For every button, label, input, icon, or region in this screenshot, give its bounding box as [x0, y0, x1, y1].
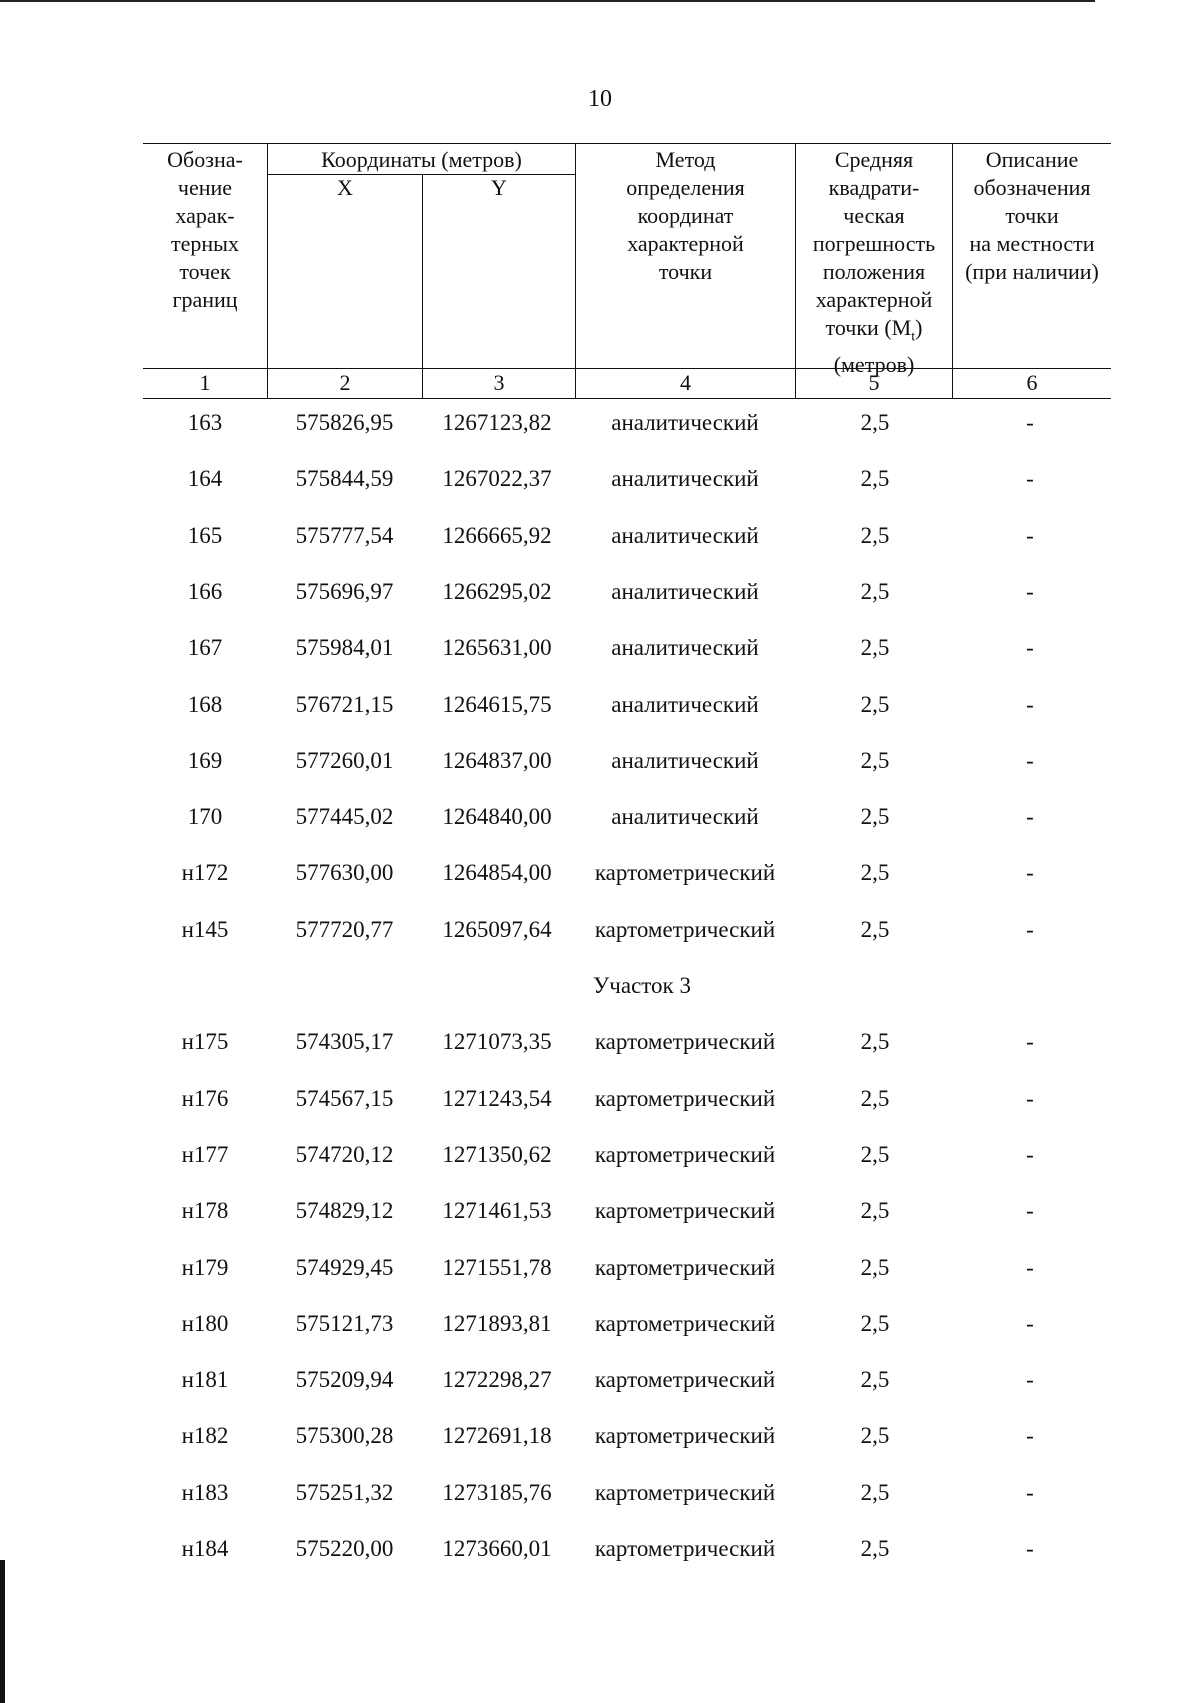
cell-error: 2,5: [860, 635, 890, 660]
header-method: [576, 146, 795, 286]
cell-desc: -: [1026, 748, 1034, 773]
header-rms-error: [796, 146, 952, 379]
cell-desc: -: [1026, 523, 1034, 548]
cell-method: аналитический: [611, 410, 759, 435]
table-row: [0, 692, 1200, 732]
header-line: точки: [1005, 203, 1059, 228]
cell-error: 2,5: [860, 579, 890, 604]
table-row: [0, 860, 1200, 900]
header-line: характерной: [815, 287, 933, 312]
cell-point: н176: [181, 1086, 229, 1111]
cell-method: аналитический: [611, 635, 759, 660]
cell-desc: -: [1026, 804, 1034, 829]
cell-method: картометрический: [594, 860, 776, 885]
cell-point: н179: [181, 1255, 229, 1280]
cell-point: н178: [181, 1198, 229, 1223]
cell-desc: -: [1026, 1255, 1034, 1280]
cell-point: н172: [181, 860, 229, 885]
col-divider-2: [422, 174, 423, 399]
cell-method: картометрический: [594, 1255, 776, 1280]
header-y: Y: [491, 175, 507, 200]
cell-y: 1271461,53: [442, 1198, 552, 1223]
table-row: [0, 579, 1200, 619]
scan-border-left: [0, 1560, 5, 1703]
table-row: [0, 466, 1200, 506]
column-number: 4: [680, 370, 691, 395]
cell-x: 575220,00: [295, 1536, 394, 1561]
cell-y: 1267123,82: [442, 410, 552, 435]
cell-error: 2,5: [860, 1480, 890, 1505]
cell-point: 167: [187, 635, 223, 660]
cell-point: 164: [187, 466, 223, 491]
column-number: 6: [1026, 370, 1038, 395]
cell-point: н175: [181, 1029, 229, 1054]
cell-desc: -: [1026, 1029, 1034, 1054]
cell-method: картометрический: [594, 917, 776, 942]
header-line: харак-: [175, 203, 235, 228]
cell-error: 2,5: [860, 410, 890, 435]
column-number: 5: [868, 370, 880, 395]
cell-desc: -: [1026, 917, 1034, 942]
cell-method: аналитический: [611, 692, 759, 717]
cell-y: 1271350,62: [442, 1142, 552, 1167]
cell-x: 574829,12: [295, 1198, 394, 1223]
cell-x: 575777,54: [295, 523, 394, 548]
cell-y: 1272298,27: [442, 1367, 552, 1392]
cell-x: 575121,73: [295, 1311, 394, 1336]
cell-point: 170: [187, 804, 223, 829]
cell-point: н177: [181, 1142, 229, 1167]
cell-method: картометрический: [594, 1536, 776, 1561]
number-row-bottom-rule: [143, 398, 1111, 399]
cell-point: 165: [187, 523, 223, 548]
cell-y: 1271243,54: [442, 1086, 552, 1111]
column-number: 1: [199, 370, 211, 395]
cell-y: 1265097,64: [442, 917, 552, 942]
cell-method: аналитический: [611, 523, 759, 548]
cell-point: н145: [181, 917, 229, 942]
cell-method: картометрический: [594, 1423, 776, 1448]
table-row: [0, 1255, 1200, 1295]
cell-x: 575984,01: [295, 635, 394, 660]
header-description: [953, 146, 1111, 286]
cell-error: 2,5: [860, 1255, 890, 1280]
cell-x: 577445,02: [295, 804, 394, 829]
table-row: [0, 1142, 1200, 1182]
cell-error: 2,5: [860, 804, 890, 829]
cell-y: 1267022,37: [442, 466, 552, 491]
cell-point: 168: [187, 692, 223, 717]
cell-x: 575300,28: [295, 1423, 394, 1448]
cell-desc: -: [1026, 1480, 1034, 1505]
header-bottom-rule: [143, 368, 1111, 369]
cell-x: 574929,45: [295, 1255, 394, 1280]
cell-x: 575209,94: [295, 1367, 394, 1392]
closing-paren: ): [915, 315, 923, 340]
header-x: X: [337, 175, 353, 200]
cell-y: 1273660,01: [442, 1536, 552, 1561]
cell-y: 1266665,92: [442, 523, 552, 548]
cell-point: 169: [187, 748, 223, 773]
cell-error: 2,5: [860, 1311, 890, 1336]
cell-desc: -: [1026, 1536, 1034, 1561]
table-row: [0, 1480, 1200, 1520]
header-line: точек: [179, 259, 231, 284]
cell-desc: -: [1026, 635, 1034, 660]
cell-point: н180: [181, 1311, 229, 1336]
cell-x: 575826,95: [295, 410, 394, 435]
cell-x: 577720,77: [295, 917, 394, 942]
cell-desc: -: [1026, 1367, 1034, 1392]
cell-x: 574720,12: [295, 1142, 394, 1167]
cell-desc: -: [1026, 1423, 1034, 1448]
cell-method: картометрический: [594, 1142, 776, 1167]
table-row: [0, 1311, 1200, 1351]
cell-x: 575251,32: [295, 1480, 394, 1505]
cell-point: 163: [187, 410, 223, 435]
cell-method: аналитический: [611, 804, 759, 829]
table-row: [0, 1029, 1200, 1069]
cell-y: 1265631,00: [442, 635, 552, 660]
cell-method: аналитический: [611, 748, 759, 773]
header-line: Метод: [655, 147, 716, 172]
header-line: ческая: [843, 203, 905, 228]
cell-x: 574567,15: [295, 1086, 394, 1111]
table-row: [0, 1423, 1200, 1463]
table-row: [0, 748, 1200, 788]
cell-error: 2,5: [860, 1198, 890, 1223]
header-line: определения: [626, 175, 745, 200]
cell-y: 1271073,35: [442, 1029, 552, 1054]
header-line: (при наличии): [965, 259, 1099, 284]
cell-error: 2,5: [860, 1142, 890, 1167]
header-coordinates: Координаты (метров): [321, 147, 522, 172]
cell-y: 1271551,78: [442, 1255, 552, 1280]
page-number: 10: [588, 86, 612, 112]
cell-desc: -: [1026, 410, 1034, 435]
cell-error: 2,5: [860, 1423, 890, 1448]
cell-y: 1266295,02: [442, 579, 552, 604]
cell-error: 2,5: [860, 1086, 890, 1111]
cell-desc: -: [1026, 579, 1034, 604]
header-line: положения: [822, 259, 926, 284]
cell-y: 1271893,81: [442, 1311, 552, 1336]
header-line: погрешность: [812, 231, 936, 256]
cell-point: н184: [181, 1536, 229, 1561]
table-row: [0, 635, 1200, 675]
cell-desc: -: [1026, 466, 1034, 491]
cell-y: 1264854,00: [442, 860, 552, 885]
cell-y: 1264840,00: [442, 804, 552, 829]
header-top-rule: [143, 143, 1111, 144]
header-line: характерной: [627, 231, 744, 256]
table-row: [0, 804, 1200, 844]
section-label: Участок 3: [593, 973, 691, 998]
cell-x: 575844,59: [295, 466, 394, 491]
cell-desc: -: [1026, 1086, 1034, 1111]
cell-x: 575696,97: [295, 579, 394, 604]
header-line-mt: [796, 314, 952, 351]
cell-y: 1264615,75: [442, 692, 552, 717]
cell-error: 2,5: [860, 917, 890, 942]
column-number: 2: [339, 370, 351, 395]
table-row: [0, 1086, 1200, 1126]
header-line: обозначения: [973, 175, 1091, 200]
cell-method: картометрический: [594, 1029, 776, 1054]
header-line: (метров): [833, 352, 915, 378]
header-point-designation: [143, 146, 267, 314]
cell-error: 2,5: [860, 860, 890, 885]
cell-y: 1264837,00: [442, 748, 552, 773]
header-line: Описание: [985, 147, 1079, 172]
header-line: точки: [658, 259, 713, 284]
cell-error: 2,5: [860, 1029, 890, 1054]
header-line: квадрати-: [828, 175, 920, 200]
cell-error: 2,5: [860, 748, 890, 773]
cell-point: н183: [181, 1480, 229, 1505]
table-row: [0, 917, 1200, 957]
cell-x: 577630,00: [295, 860, 394, 885]
cell-desc: -: [1026, 1198, 1034, 1223]
header-line: границ: [172, 287, 238, 312]
cell-x: 574305,17: [295, 1029, 394, 1054]
cell-point: н181: [181, 1367, 229, 1392]
header-line: чение: [177, 175, 233, 200]
cell-point: 166: [187, 579, 223, 604]
cell-x: 577260,01: [295, 748, 394, 773]
cell-method: картометрический: [594, 1198, 776, 1223]
cell-desc: -: [1026, 860, 1034, 885]
column-number: 3: [493, 370, 505, 395]
cell-x: 576721,15: [295, 692, 394, 717]
table-row: [0, 410, 1200, 450]
cell-desc: -: [1026, 1142, 1034, 1167]
cell-method: картометрический: [594, 1086, 776, 1111]
header-line: Средняя: [834, 147, 914, 172]
cell-method: картометрический: [594, 1311, 776, 1336]
header-line-mt-text: точки (M: [825, 315, 912, 340]
header-line: терных: [171, 231, 239, 256]
cell-method: картометрический: [594, 1367, 776, 1392]
cell-point: н182: [181, 1423, 229, 1448]
header-line: на местности: [969, 231, 1095, 256]
subscript-t: t: [911, 329, 916, 345]
cell-method: аналитический: [611, 466, 759, 491]
table-row: [0, 523, 1200, 563]
table-row: [0, 1367, 1200, 1407]
table-row: [0, 1198, 1200, 1238]
header-line: координат: [637, 203, 734, 228]
cell-error: 2,5: [860, 692, 890, 717]
cell-error: 2,5: [860, 1536, 890, 1561]
cell-method: картометрический: [594, 1480, 776, 1505]
header-line: Обозна-: [167, 147, 243, 172]
table-row: [0, 1536, 1200, 1576]
cell-error: 2,5: [860, 466, 890, 491]
cell-desc: -: [1026, 692, 1034, 717]
cell-y: 1273185,76: [442, 1480, 552, 1505]
cell-error: 2,5: [860, 1367, 890, 1392]
cell-method: аналитический: [611, 579, 759, 604]
scan-border-top: [0, 0, 1095, 2]
cell-error: 2,5: [860, 523, 890, 548]
cell-y: 1272691,18: [442, 1423, 552, 1448]
cell-desc: -: [1026, 1311, 1034, 1336]
